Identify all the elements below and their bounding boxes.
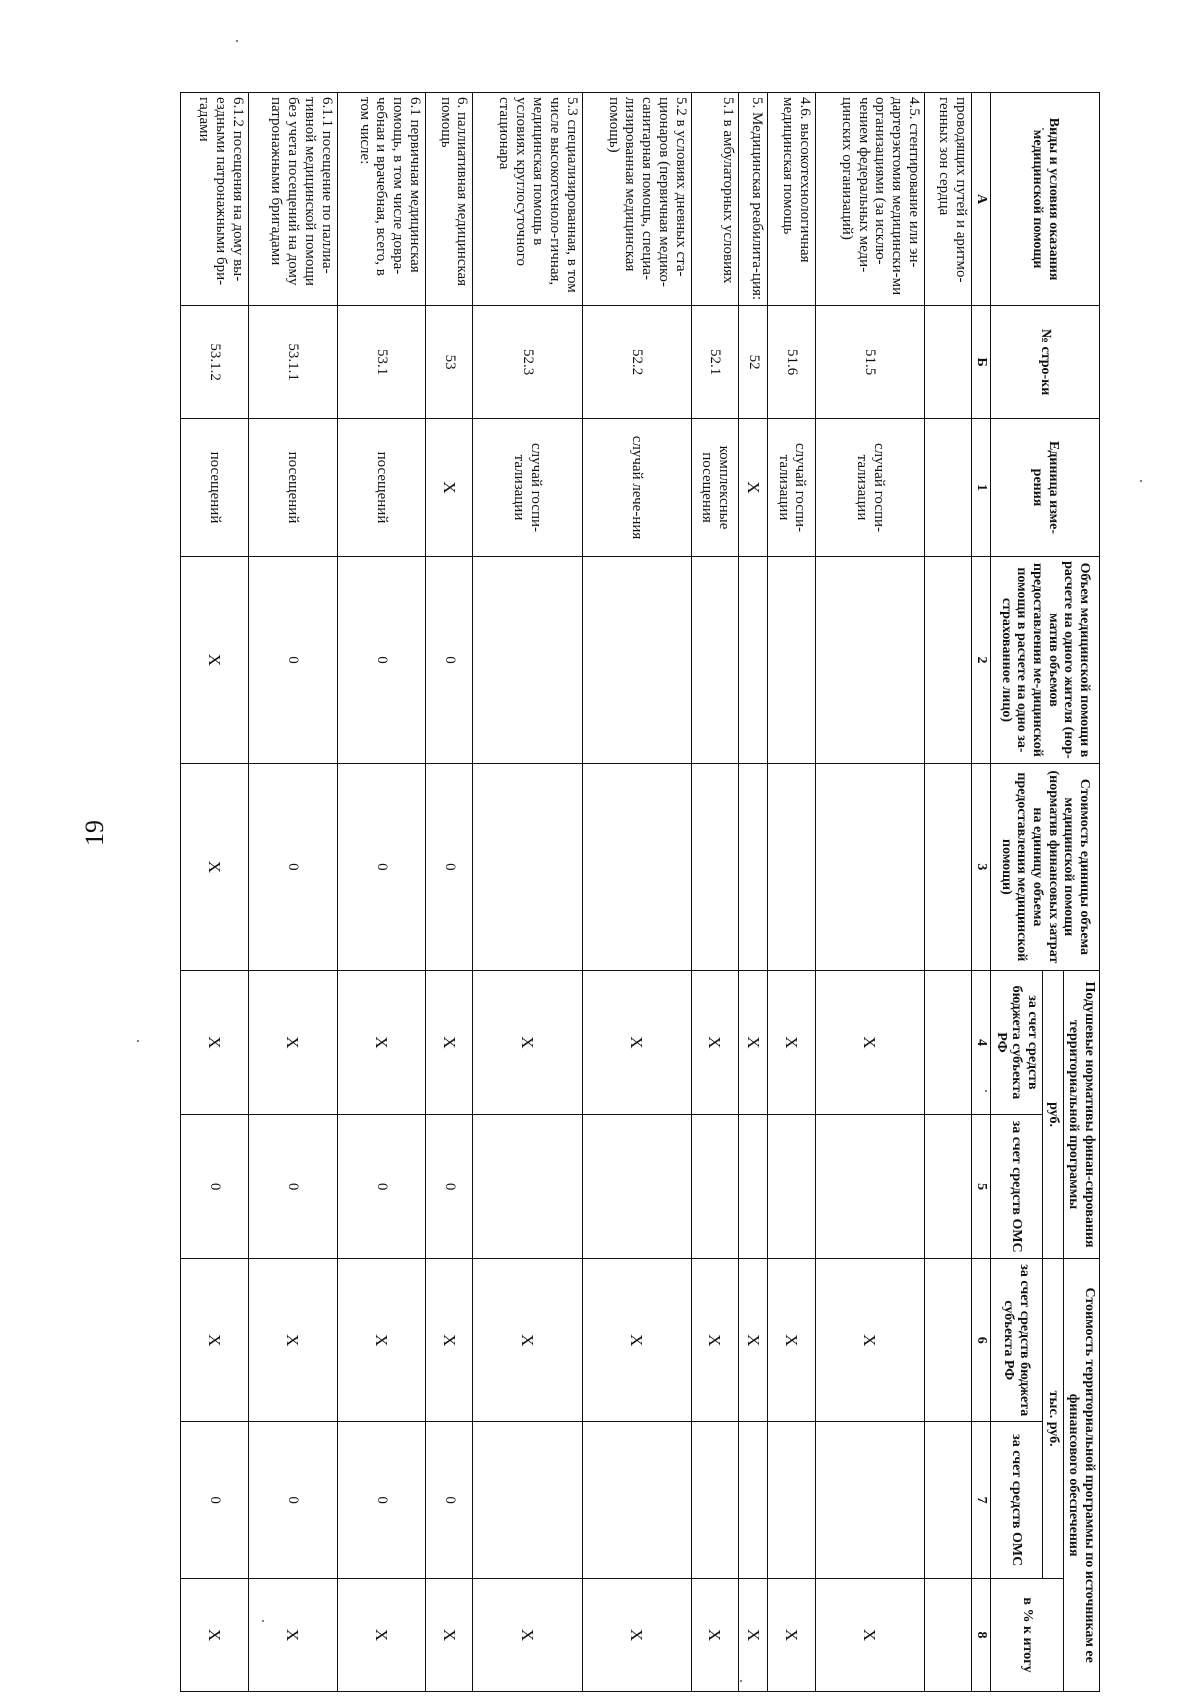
cell-row-no [924, 306, 971, 419]
cell-volume [739, 556, 768, 763]
table-body [181, 93, 972, 1692]
cell-percap-budget: X [426, 970, 473, 1114]
cell-unit: посещений [181, 419, 249, 557]
cell-program-oms: 0 [426, 1422, 473, 1579]
header-percap-budget: за счет средств бюджета субъекта РФ [990, 970, 1042, 1114]
cell-program-budget: X [181, 1259, 249, 1422]
cell-percap-oms: 0 [337, 1115, 426, 1259]
cell-percent: X [473, 1579, 582, 1692]
header-program-budget: за счет средств бюджета субъекта РФ [990, 1259, 1042, 1422]
cell-row-no: 53.1.2 [181, 306, 249, 419]
table-row [426, 93, 473, 1692]
cell-program-oms [691, 1422, 738, 1579]
header-percent: в % к итогу [990, 1579, 1063, 1692]
cell-cost [768, 763, 815, 970]
cell-percent: X [582, 1579, 691, 1692]
cell-program-oms: 0 [181, 1422, 249, 1579]
col-num: 7 [972, 1422, 991, 1579]
cell-cost [691, 763, 738, 970]
cell-unit: посещений [249, 419, 338, 557]
cell-percent [924, 1579, 971, 1692]
cell-program-budget: X [426, 1259, 473, 1422]
cell-row-no: 52.3 [473, 306, 582, 419]
header-program-unit: тыс. руб. [1042, 1259, 1063, 1579]
cell-percap-oms [473, 1115, 582, 1259]
col-num: 4 [972, 970, 991, 1114]
cell-percap-budget: X [815, 970, 924, 1114]
cell-kind: 4.5. стентирование или эн-дартерэктомия медицински-ми организациями (за исклю-чением федеральных меди-цинских организаций) [815, 93, 924, 306]
cell-percap-oms [815, 1115, 924, 1259]
cell-kind: 6.1.2 посещения на дому вы-ездными патронажными бри-гадами [181, 93, 249, 306]
cell-cost: X [181, 763, 249, 970]
cell-volume [815, 556, 924, 763]
cell-percap-oms: 0 [181, 1115, 249, 1259]
cell-program-oms [815, 1422, 924, 1579]
cell-percap-budget: X [337, 970, 426, 1114]
cell-percent: X [181, 1579, 249, 1692]
header-row-no: № стро-ки [990, 306, 1099, 419]
cell-percap-budget: X [691, 970, 738, 1114]
header-program: Стоимость территориальной программы по источникам ее финансового обеспечения [1063, 1259, 1099, 1692]
cell-program-oms [582, 1422, 691, 1579]
col-num: 3 [972, 763, 991, 970]
cell-cost [815, 763, 924, 970]
cell-row-no: 51.6 [768, 306, 815, 419]
cell-percent: X [815, 1579, 924, 1692]
cell-percap-oms [924, 1115, 971, 1259]
cell-kind: 5.1 в амбулаторных условиях [691, 93, 738, 306]
cell-program-budget: X [768, 1259, 815, 1422]
col-num: Б [972, 306, 991, 419]
cell-program-budget: X [249, 1259, 338, 1422]
cell-cost [924, 763, 971, 970]
cell-volume: 0 [249, 556, 338, 763]
cell-program-oms [924, 1422, 971, 1579]
col-num: 8 [972, 1579, 991, 1692]
header-program-oms: за счет средств ОМС [990, 1422, 1042, 1579]
cell-percap-budget: X [473, 970, 582, 1114]
cell-program-budget: X [691, 1259, 738, 1422]
cell-volume [691, 556, 738, 763]
cell-program-budget: X [473, 1259, 582, 1422]
cell-row-no: 53.1 [337, 306, 426, 419]
cell-program-oms: 0 [249, 1422, 338, 1579]
table-row [691, 93, 738, 1692]
cell-volume [924, 556, 971, 763]
cell-volume [768, 556, 815, 763]
cell-unit: случай лече-ния [582, 419, 691, 557]
cell-unit: посещений [337, 419, 426, 557]
cell-program-budget: X [815, 1259, 924, 1422]
table-row [924, 93, 971, 1692]
table-row [473, 93, 582, 1692]
table-row [739, 93, 768, 1692]
financing-table [180, 92, 1100, 1692]
cell-kind: 6. паллиативная медицинская помощь [426, 93, 473, 306]
cell-percap-oms [768, 1115, 815, 1259]
column-numbers-row [972, 93, 991, 1692]
cell-unit [924, 419, 971, 557]
header-percap: Подушевые нормативы финан-сирования территориальной программы [1063, 970, 1099, 1258]
cell-percent: X [249, 1579, 338, 1692]
cell-kind: 5.3 специализированная, в том числе высокотехноло-гичная, медицинская помощь в условиях круглосуточного стационара [473, 93, 582, 306]
cell-kind: проводящих путей и аритмо-генных зон сердца [924, 93, 971, 306]
col-num: 5 [972, 1115, 991, 1259]
cell-percap-budget: X [768, 970, 815, 1114]
cell-percent: X [768, 1579, 815, 1692]
cell-percap-budget: X [249, 970, 338, 1114]
header-percap-oms: за счет средств ОМС [990, 1115, 1042, 1259]
cell-percap-oms [691, 1115, 738, 1259]
table-row [181, 93, 249, 1692]
col-num: 1 [972, 419, 991, 557]
cell-row-no: 52.2 [582, 306, 691, 419]
cell-cost: 0 [426, 763, 473, 970]
cell-volume [473, 556, 582, 763]
cell-program-budget: X [337, 1259, 426, 1422]
cell-program-budget: X [582, 1259, 691, 1422]
cell-kind: 5. Медицинская реабилита-ция: [739, 93, 768, 306]
cell-kind: 6.1.1 посещение по паллиа-тивной медицинской помощи без учета посещений на дому патронажными бригадами [249, 93, 338, 306]
cell-percap-budget: X [181, 970, 249, 1114]
cell-unit: X [426, 419, 473, 557]
cell-percap-budget: X [582, 970, 691, 1114]
cell-percap-oms: 0 [426, 1115, 473, 1259]
cell-cost [473, 763, 582, 970]
table-row [337, 93, 426, 1692]
cell-cost [582, 763, 691, 970]
page-number: 19 [80, 820, 109, 846]
cell-cost [739, 763, 768, 970]
cell-program-oms: 0 [337, 1422, 426, 1579]
cell-program-oms [473, 1422, 582, 1579]
cell-volume: 0 [426, 556, 473, 763]
cell-percent: X [739, 1579, 768, 1692]
cell-volume: 0 [337, 556, 426, 763]
cell-row-no: 52 [739, 306, 768, 419]
cell-unit: случай госпи-тализации [768, 419, 815, 557]
rotated-table-container [180, 92, 1100, 1692]
cell-row-no: 51.5 [815, 306, 924, 419]
header-kinds: Виды и условия оказания медицинской помощи [990, 93, 1099, 306]
col-num: А [972, 93, 991, 306]
cell-row-no: 53 [426, 306, 473, 419]
cell-program-oms [768, 1422, 815, 1579]
cell-unit: комплексные посещения [691, 419, 738, 557]
header-cost: Стоимость единицы объема медицинской помощи (норматив финансовых затрат на единицу объема предоставления медицинской помощи) [990, 763, 1099, 970]
cell-cost: 0 [337, 763, 426, 970]
cell-percent: X [337, 1579, 426, 1692]
cell-percent: X [426, 1579, 473, 1692]
col-num: 6 [972, 1259, 991, 1422]
cell-percap-oms [739, 1115, 768, 1259]
col-num: 2 [972, 556, 991, 763]
header-volume: Объем медицинской помощи в расчете на одного жителя (нор-матив объемов предоставления ме-дицинской помощи в расчете на одно за-страхованное лицо) [990, 556, 1099, 763]
cell-program-budget [924, 1259, 971, 1422]
cell-unit: X [739, 419, 768, 557]
cell-percap-oms [582, 1115, 691, 1259]
table-row [768, 93, 815, 1692]
table-row [582, 93, 691, 1692]
cell-cost: 0 [249, 763, 338, 970]
cell-kind: 4.6. высокотехнологичная медицинская помощь [768, 93, 815, 306]
header-row-1 [1063, 93, 1099, 1692]
cell-percap-budget [924, 970, 971, 1114]
cell-percent: X [691, 1579, 738, 1692]
cell-row-no: 52.1 [691, 306, 738, 419]
cell-program-budget: X [739, 1259, 768, 1422]
header-unit: Единица изме-рения [990, 419, 1099, 557]
cell-percap-oms: 0 [249, 1115, 338, 1259]
cell-volume: X [181, 556, 249, 763]
cell-unit: случай госпи-тализации [815, 419, 924, 557]
cell-percap-budget: X [739, 970, 768, 1114]
cell-row-no: 53.1.1 [249, 306, 338, 419]
cell-kind: 5.2 в условиях дневных ста-ционаров (первичная медико-санитарная помощь, специа-лизированная медицинская помощь) [582, 93, 691, 306]
table-row [249, 93, 338, 1692]
table-row [815, 93, 924, 1692]
cell-unit: случай госпи-тализации [473, 419, 582, 557]
cell-volume [582, 556, 691, 763]
cell-program-oms [739, 1422, 768, 1579]
cell-kind: 6.1 первичная медицинская помощь, в том числе довра-чебная и врачебная, всего, в том числе: [337, 93, 426, 306]
header-percap-unit: руб. [1042, 970, 1063, 1258]
